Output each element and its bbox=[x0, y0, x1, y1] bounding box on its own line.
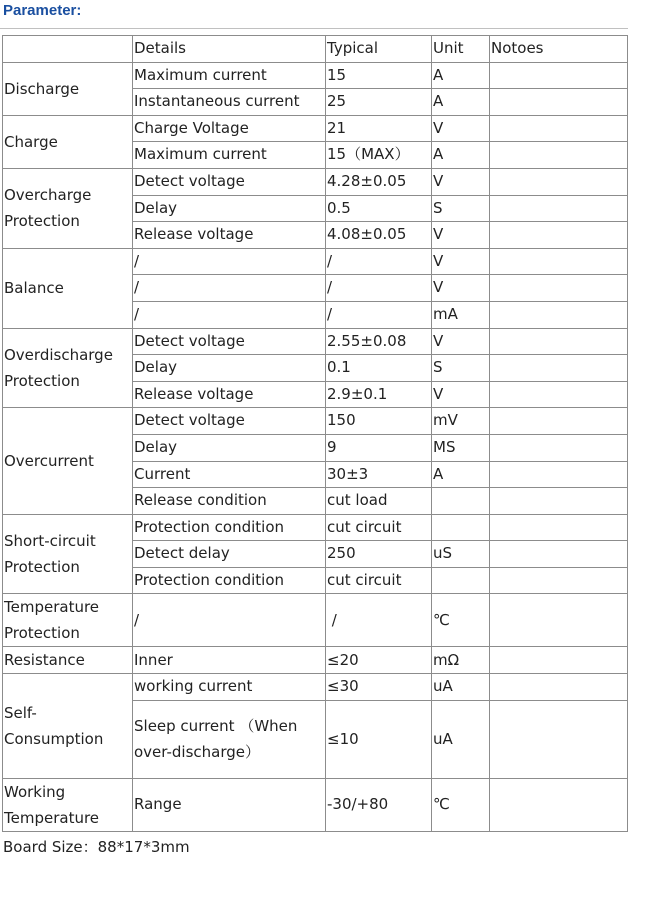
typical-cell: 25 bbox=[326, 89, 432, 116]
details-cell: working current bbox=[133, 674, 326, 701]
category-cell: Discharge bbox=[3, 62, 133, 115]
details-cell: Release voltage bbox=[133, 222, 326, 249]
details-cell: Detect delay bbox=[133, 541, 326, 568]
note-cell bbox=[490, 142, 628, 169]
details-cell: Maximum current bbox=[133, 62, 326, 89]
unit-cell bbox=[432, 488, 490, 515]
typical-cell: 15（MAX） bbox=[326, 142, 432, 169]
details-cell: Inner bbox=[133, 647, 326, 674]
note-cell bbox=[490, 434, 628, 461]
unit-cell: uA bbox=[432, 674, 490, 701]
details-cell: Delay bbox=[133, 195, 326, 222]
unit-cell bbox=[432, 567, 490, 594]
table-row bbox=[3, 674, 628, 701]
details-cell: / bbox=[133, 275, 326, 302]
category-cell: Overcharge Protection bbox=[3, 168, 133, 248]
category-cell: Overcurrent bbox=[3, 408, 133, 514]
note-cell bbox=[490, 301, 628, 328]
typical-cell: 9 bbox=[326, 434, 432, 461]
header-details: Details bbox=[133, 36, 326, 63]
header-category bbox=[3, 36, 133, 63]
unit-cell: V bbox=[432, 168, 490, 195]
note-cell bbox=[490, 647, 628, 674]
category-cell: Overdischarge Protection bbox=[3, 328, 133, 408]
category-cell: Resistance bbox=[3, 647, 133, 674]
details-cell: / bbox=[133, 301, 326, 328]
typical-cell: 15 bbox=[326, 62, 432, 89]
category-cell: Balance bbox=[3, 248, 133, 328]
details-cell: Instantaneous current bbox=[133, 89, 326, 116]
details-cell: Detect voltage bbox=[133, 408, 326, 435]
unit-cell: V bbox=[432, 222, 490, 249]
note-cell bbox=[490, 381, 628, 408]
unit-cell: V bbox=[432, 275, 490, 302]
typical-cell: 30±3 bbox=[326, 461, 432, 488]
note-cell bbox=[490, 541, 628, 568]
note-cell bbox=[490, 115, 628, 142]
typical-cell: ≤20 bbox=[326, 647, 432, 674]
table-row bbox=[3, 115, 628, 142]
category-cell: Self-Consumption bbox=[3, 674, 133, 779]
typical-cell: 0.5 bbox=[326, 195, 432, 222]
parameter-table bbox=[2, 35, 628, 832]
unit-cell: uA bbox=[432, 701, 490, 779]
table-row bbox=[3, 647, 628, 674]
table-row bbox=[3, 779, 628, 832]
details-cell: Protection condition bbox=[133, 567, 326, 594]
details-cell: Release voltage bbox=[133, 381, 326, 408]
category-cell: Working Temperature bbox=[3, 779, 133, 832]
unit-cell bbox=[432, 514, 490, 541]
details-cell: / bbox=[133, 248, 326, 275]
note-cell bbox=[490, 168, 628, 195]
unit-cell: A bbox=[432, 62, 490, 89]
typical-cell: / bbox=[326, 275, 432, 302]
note-cell bbox=[490, 701, 628, 779]
header-typical: Typical bbox=[326, 36, 432, 63]
table-row bbox=[3, 62, 628, 89]
note-cell bbox=[490, 89, 628, 116]
note-cell bbox=[490, 408, 628, 435]
unit-cell: mA bbox=[432, 301, 490, 328]
note-cell bbox=[490, 567, 628, 594]
table-header-row bbox=[3, 36, 628, 63]
details-cell: Protection condition bbox=[133, 514, 326, 541]
unit-cell: MS bbox=[432, 434, 490, 461]
typical-cell: 150 bbox=[326, 408, 432, 435]
details-cell: Release condition bbox=[133, 488, 326, 515]
note-cell bbox=[490, 594, 628, 647]
unit-cell: V bbox=[432, 248, 490, 275]
unit-cell: V bbox=[432, 381, 490, 408]
heading-divider bbox=[0, 28, 628, 29]
typical-cell: ≤30 bbox=[326, 674, 432, 701]
unit-cell: A bbox=[432, 89, 490, 116]
typical-cell: / bbox=[326, 594, 432, 647]
category-cell: Temperature Protection bbox=[3, 594, 133, 647]
typical-cell: 4.08±0.05 bbox=[326, 222, 432, 249]
typical-cell: 250 bbox=[326, 541, 432, 568]
unit-cell: S bbox=[432, 195, 490, 222]
unit-cell: V bbox=[432, 328, 490, 355]
table-row bbox=[3, 248, 628, 275]
note-cell bbox=[490, 275, 628, 302]
category-cell: Charge bbox=[3, 115, 133, 168]
note-cell bbox=[490, 488, 628, 515]
typical-cell: 2.9±0.1 bbox=[326, 381, 432, 408]
category-cell: Short-circuit Protection bbox=[3, 514, 133, 594]
details-cell: Detect voltage bbox=[133, 168, 326, 195]
unit-cell: ℃ bbox=[432, 594, 490, 647]
typical-cell: 0.1 bbox=[326, 355, 432, 382]
typical-cell: 4.28±0.05 bbox=[326, 168, 432, 195]
note-cell bbox=[490, 62, 628, 89]
details-cell: Delay bbox=[133, 434, 326, 461]
note-cell bbox=[490, 248, 628, 275]
table-row bbox=[3, 408, 628, 435]
unit-cell: S bbox=[432, 355, 490, 382]
note-cell bbox=[490, 674, 628, 701]
table-row bbox=[3, 594, 628, 647]
unit-cell: ℃ bbox=[432, 779, 490, 832]
header-unit: Unit bbox=[432, 36, 490, 63]
details-cell: Charge Voltage bbox=[133, 115, 326, 142]
table-row bbox=[3, 168, 628, 195]
note-cell bbox=[490, 779, 628, 832]
typical-cell: -30/+80 bbox=[326, 779, 432, 832]
details-cell: Range bbox=[133, 779, 326, 832]
details-cell: Detect voltage bbox=[133, 328, 326, 355]
board-size-note: Board Size：88*17*3mm bbox=[3, 838, 190, 856]
section-heading: Parameter: bbox=[3, 2, 82, 19]
note-cell bbox=[490, 355, 628, 382]
typical-cell: cut load bbox=[326, 488, 432, 515]
unit-cell: mV bbox=[432, 408, 490, 435]
unit-cell: uS bbox=[432, 541, 490, 568]
typical-cell: cut circuit bbox=[326, 514, 432, 541]
unit-cell: A bbox=[432, 461, 490, 488]
unit-cell: A bbox=[432, 142, 490, 169]
note-cell bbox=[490, 461, 628, 488]
typical-cell: / bbox=[326, 248, 432, 275]
note-cell bbox=[490, 328, 628, 355]
details-cell: / bbox=[133, 594, 326, 647]
typical-cell: 21 bbox=[326, 115, 432, 142]
unit-cell: mΩ bbox=[432, 647, 490, 674]
table-row bbox=[3, 514, 628, 541]
unit-cell: V bbox=[432, 115, 490, 142]
table-row bbox=[3, 328, 628, 355]
details-cell: Delay bbox=[133, 355, 326, 382]
details-cell: Maximum current bbox=[133, 142, 326, 169]
typical-cell: / bbox=[326, 301, 432, 328]
header-notes: Notoes bbox=[490, 36, 628, 63]
note-cell bbox=[490, 195, 628, 222]
note-cell bbox=[490, 222, 628, 249]
typical-cell: ≤10 bbox=[326, 701, 432, 779]
details-cell: Sleep current （When over-discharge） bbox=[133, 701, 326, 779]
typical-cell: 2.55±0.08 bbox=[326, 328, 432, 355]
typical-cell: cut circuit bbox=[326, 567, 432, 594]
details-cell: Current bbox=[133, 461, 326, 488]
note-cell bbox=[490, 514, 628, 541]
